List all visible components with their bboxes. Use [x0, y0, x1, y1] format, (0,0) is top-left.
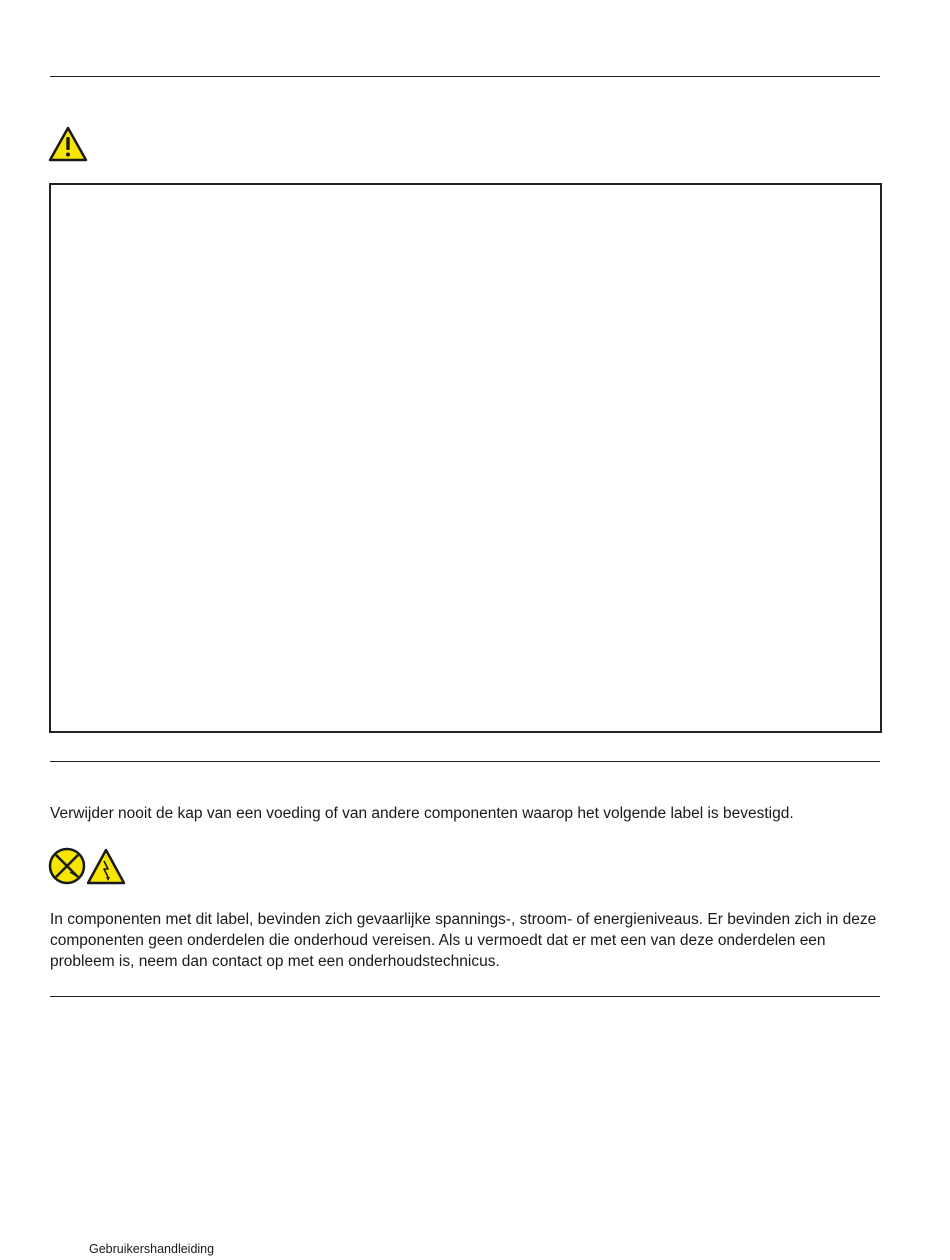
danger-statement-box: [49, 183, 882, 733]
warning-triangle-icon: [48, 126, 88, 162]
footer-document-title: Gebruikershandleiding: [89, 1242, 215, 1256]
no-access-icon: [48, 847, 88, 887]
bottom-divider: [50, 996, 880, 997]
hazard-label-icons: [48, 847, 128, 887]
section-divider: [50, 761, 880, 762]
intro-paragraph: Verwijder nooit de kap van een voeding of van andere componenten waarop het volgende label is bevestigd.: [50, 805, 794, 822]
top-divider: [50, 76, 880, 77]
hazard-description-paragraph: In componenten met dit label, bevinden zich gevaarlijke spannings-, stroom- of energieniveaus. Er bevinden zich in deze componenten geen onderdelen die onderhoud vereisen. Als u vermoedt dat er met een van deze onderdelen een probleem is, neem dan contact op met een onderhoudstechnicus.: [50, 911, 877, 970]
high-voltage-icon: [87, 848, 127, 886]
